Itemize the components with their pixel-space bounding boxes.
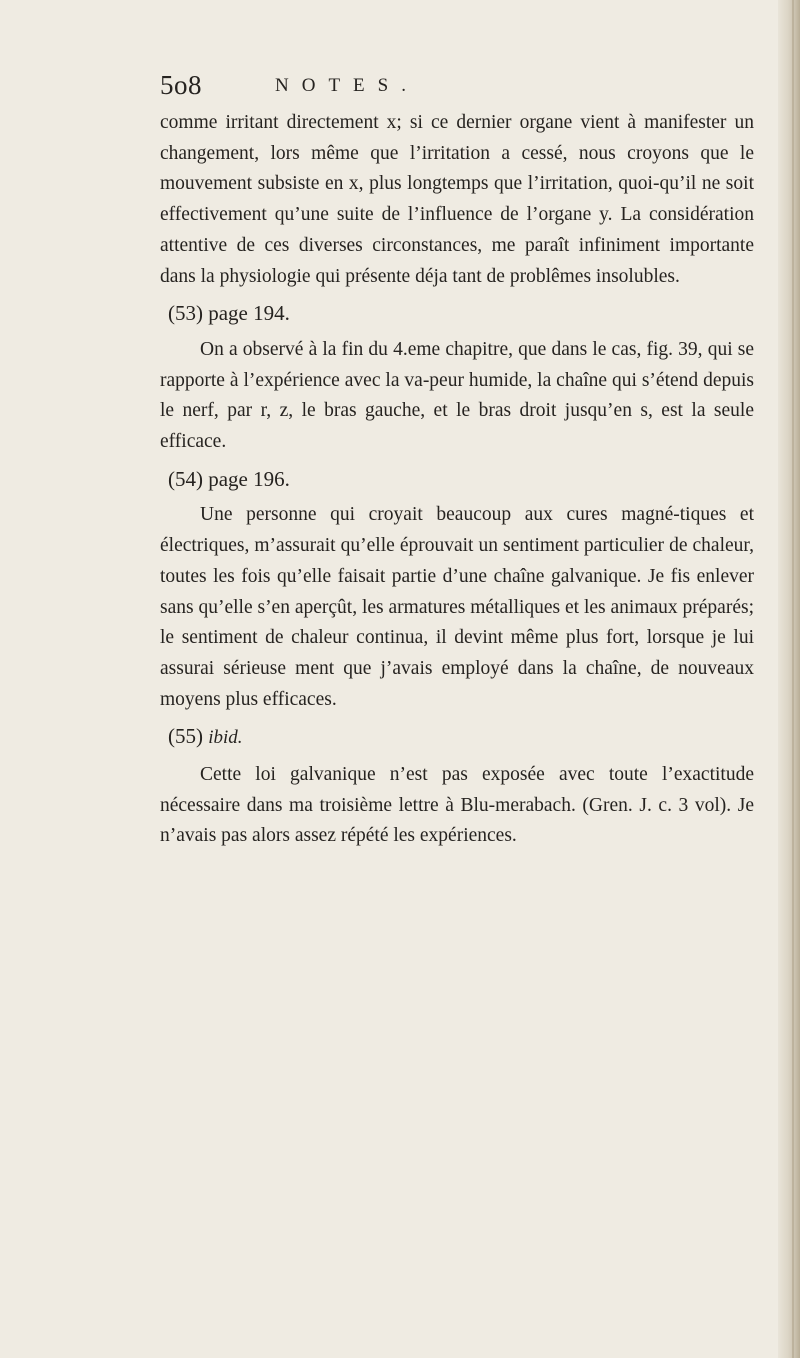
running-head: NOTES.	[275, 75, 419, 96]
note-52-continuation: comme irritant directement x; si ce dernier organe vient à manifester un changement, lors même que l’irritation a cessé, nous croyons que le mouvement subsiste en x, plus longtemps que l’irritation, quoi-qu’il ne soit effectivement qu’une suite de l’influence de l’organe y. La considération attentive de ces diverses circonstances, me paraît infiniment importante dans la physiologie qui présente déja tant de problêmes insolubles.	[160, 112, 754, 287]
note-55-text: Cette loi galvanique n’est pas exposée avec toute l’exactitude nécessaire dans ma troisième lettre à Blu-merabach. (Gren. J. c. 3 vol). Je n’avais pas alors assez répété les expériences.	[160, 764, 754, 847]
page-header	[160, 70, 760, 106]
note-55-heading	[160, 721, 754, 754]
note-53-heading: (53) page 194.	[168, 301, 290, 326]
note-53-text: On a observé à la fin du 4.eme chapitre, que dans le cas, fig. 39, qui se rapporte à l’expérience avec la va-peur humide, la chaîne qui s’étend depuis le nerf, par r, z, le bras gauche, et le bras droit jusqu’en s, est la seule efficace.	[160, 338, 754, 453]
note-55-number: (55)	[168, 724, 203, 749]
page-edge-shadow	[778, 0, 800, 1358]
notes-text	[160, 108, 754, 852]
note-54-text: Une personne qui croyait beaucoup aux cures magné-tiques et électriques, m’assurait qu’elle éprouvait un sentiment particulier de chaleur, toutes les fois qu’elle faisait partie d’une chaîne galvanique. Je fis enlever sans qu’elle s’en aperçût, les armatures métalliques et les animaux préparés; le sentiment de chaleur continua, il devint même plus fort, lorsque je lui assurai sérieuse ment que j’avais employé dans la chaîne, de nouveaux moyens plus efficaces.	[160, 504, 754, 710]
note-55-ibid: ibid.	[208, 727, 243, 749]
note-54-heading: (54) page 196.	[168, 466, 290, 491]
page-number: 5o8	[160, 70, 202, 100]
